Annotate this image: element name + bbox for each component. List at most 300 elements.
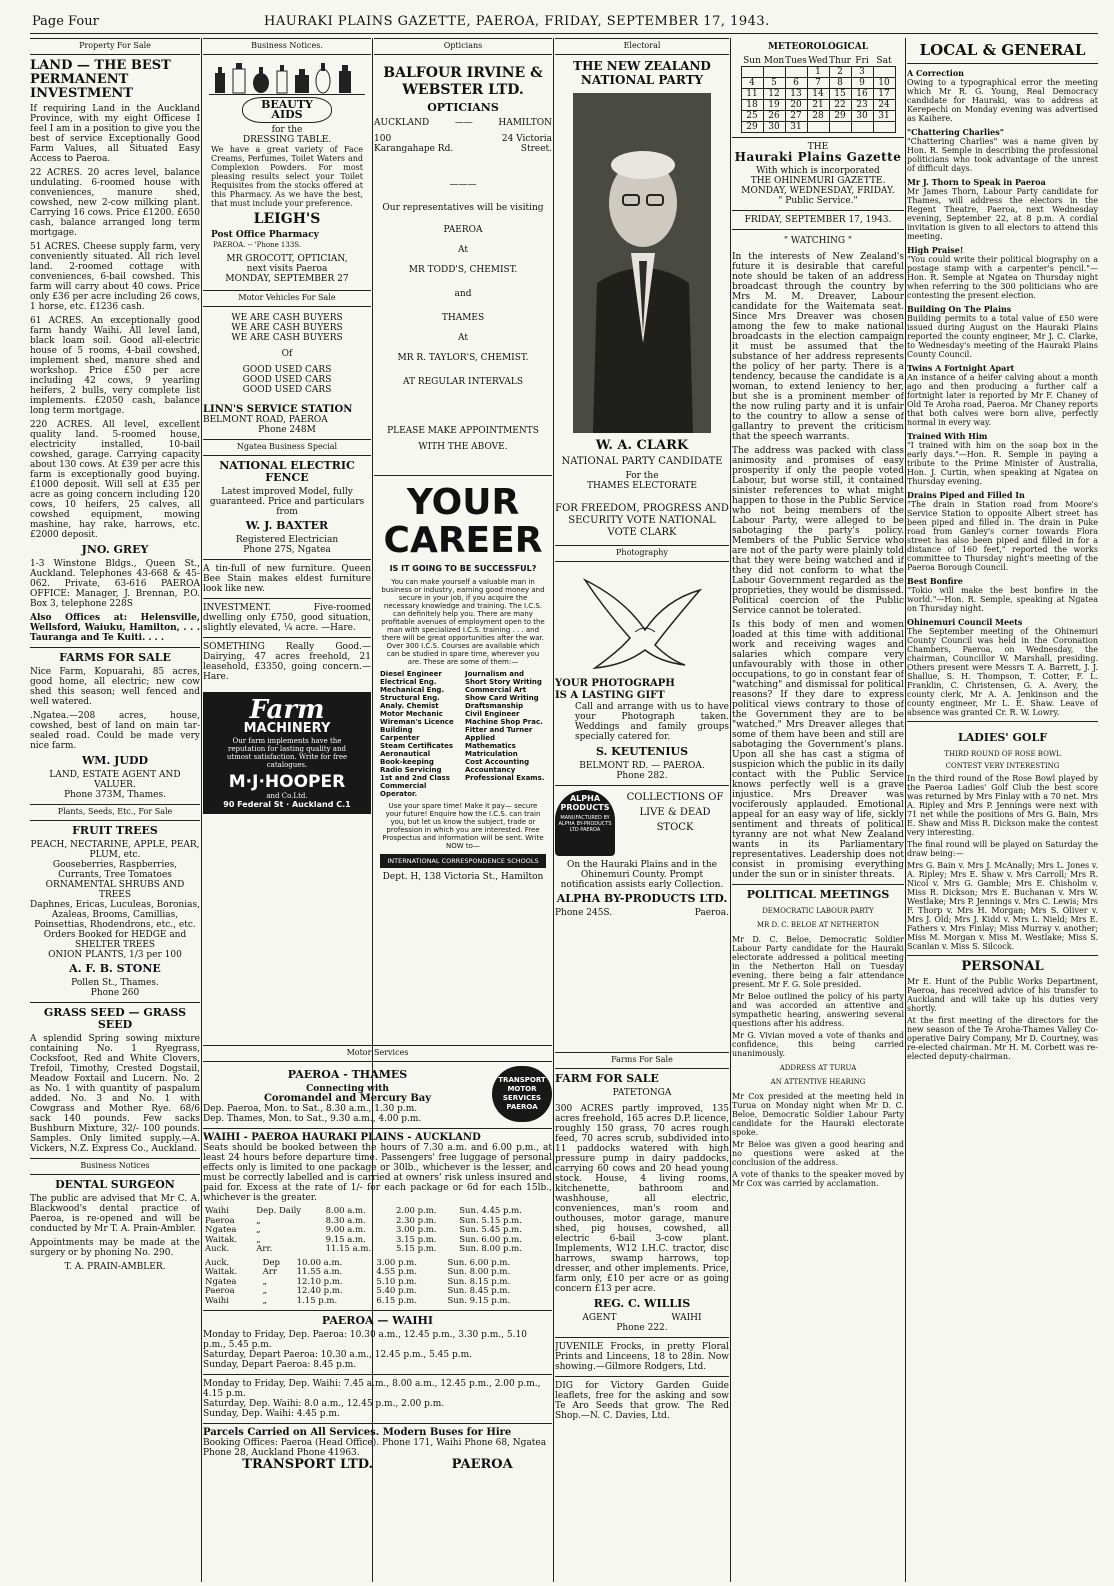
timetable-cell: Waihi <box>205 1295 229 1306</box>
timetable-cell: Sun. 4.45 p.m. <box>459 1206 522 1216</box>
pw-line: Monday to Friday, Dep. Paeroa: 10.30 a.m., 12.45 p.m., 3.30 p.m., 5.10 p.m., 5.45 p.m. <box>203 1330 527 1350</box>
timetable-cell: 3.00 p.m. <box>395 1225 437 1235</box>
meeting-para: Mr Beloe was given a good hearing and no questions were asked at the conclusion of the address. <box>732 1140 904 1167</box>
ics-address: Dept. H, 138 Victoria St., Hamilton <box>382 872 544 882</box>
local-item-heading: "Chattering Charlies" <box>907 127 1004 137</box>
transport-name: TRANSPORT LTD. <box>242 1457 374 1472</box>
alpha-phone: Phone 245S. <box>555 908 613 918</box>
section-header: Property For Sale <box>30 38 200 55</box>
hooper-co: and Co.Ltd. <box>266 792 308 800</box>
calendar-date: 28 <box>807 111 829 122</box>
local-item-text: Building permits to a total value of £50 were issued during August on the Hauraki Plains reported the county engineer, Mr J. C. Clarke, to Wednesday's meeting of the Hauraki Plains County Council. <box>907 314 1098 359</box>
ornamental-heading: ORNAMENTAL SHRUBS AND TREES <box>45 880 185 900</box>
golf-para: The final round will be played on Saturday the draw being:— <box>907 840 1098 858</box>
local-item-text: Owing to a typographical error the meeting which Mr R. G. Young, Real Democracy candidate for Hauraki, was to address at Kerepechi on Monday evening was advertised as Kaihere. <box>907 78 1098 123</box>
column-business <box>203 38 371 1038</box>
calendar-date: 25 <box>741 111 763 122</box>
timetable-cell: 10.00 a.m. <box>296 1257 343 1268</box>
calendar-date: 14 <box>807 89 829 100</box>
timetable-cell: Sun. 8.15 p.m. <box>447 1276 511 1287</box>
calendar-date: 10 <box>873 78 895 89</box>
calendar <box>741 56 896 133</box>
section-header: Plants, Seeds, Etc., For Sale <box>30 804 200 821</box>
leigh-name: LEIGH'S <box>253 211 321 227</box>
orders-text: Orders Booked for HEDGE and SHELTER TREES <box>43 930 187 950</box>
pw-line: Saturday, Depart Paeroa: 10.30 a.m., 12.45 p.m., 5.45 p.m. <box>203 1350 473 1360</box>
calendar-date: 22 <box>829 100 851 111</box>
timetable-row <box>203 1297 552 1307</box>
agent-sub: LAND, ESTATE AGENT AND VALUER. <box>49 770 181 790</box>
calendar-date: 5 <box>763 78 785 89</box>
agent-phone: Phone 373M, Thames. <box>64 790 166 800</box>
reps-text: Our representatives will be visiting <box>382 203 544 213</box>
hearing-heading: AN ATTENTIVE HEARING <box>770 1078 866 1086</box>
timetable-cell: 9.15 a.m. <box>325 1234 366 1245</box>
editorial-para: The address was packed with class animosity and promises of easy prosperity if only the people voted Labour, but worse still, it contained sinister references to what might happen to those in the Public Service who not being members of the Labour Party, were alleged to be sabotaging the party's policy. Members of the Public Service who are not of the party were plainly told that they were being watched and if they did not conform to what the Labour Government regarded as the proprieties, they would be dismissed. Political coercion of the Public Service cannot be tolerated. <box>732 446 904 616</box>
meteorological: METEOROLOGICAL <box>767 42 869 52</box>
local-item-heading: Ohinemuri Council Meets <box>907 617 1023 627</box>
calendar-day-header: Mon <box>763 56 785 66</box>
local-item-heading: Trained With Him <box>907 431 988 441</box>
golf-title: LADIES' GOLF <box>958 731 1047 744</box>
timetable-cell: 3.15 p.m. <box>395 1234 437 1245</box>
calendar-date: 19 <box>763 100 785 111</box>
cash-buyers: WE ARE CASH BUYERS <box>231 323 343 333</box>
calendar-date <box>785 67 807 78</box>
timetable-cell: Auck. <box>205 1257 230 1268</box>
transport-badge: TRANSPORT MOTOR SERVICES PAEROA <box>492 1066 552 1122</box>
local-item-heading: Mr J. Thorn to Speak in Paeroa <box>907 177 1046 187</box>
motor-services <box>203 1045 552 1582</box>
juvenile-ad: JUVENILE Frocks, in pretty Floral Prints and Linceens, 18 to 28in. Now showing.—Gilmore Rodgers, Ltd. <box>555 1342 729 1372</box>
editorial-para: In the interests of New Zealand's future it is desirable that careful note should be taken of an address broadcast through the country by Mrs M. M. Dreaver, Labour candidate for the Waitemata seat. Since Mrs Dreaver was chosen among the few to make national broadcasts in the election campaign it must be assumed that the substance of her address represents the policy of her party. There is a tendency, because the candidate is a woman, to extend leniency to her, but she is a prominent member of the now ruling party and it is unfair to the country to allow a sense of gallantry to prevent the criticism that the speech warrants. <box>732 252 904 442</box>
garden-ad: DIG for Victory Garden Guide leaflets, free for the asking and sow Te Aro Seeds that grow. The Red Shop.—N. C. Davies, Ltd. <box>555 1381 729 1421</box>
departure-paeroa: Dep. Paeroa, Mon. to Sat., 8.30 a.m., 1.30 p.m. <box>203 1104 418 1114</box>
baxter-phone: Phone 27S, Ngatea <box>243 545 331 555</box>
linn-phone: Phone 248M <box>258 425 316 435</box>
masthead <box>30 8 1098 34</box>
golf-draw: Mrs G. Bain v. Mrs J. McAnally; Mrs L. Jones v. A. Ripley; Mrs E. Shaw v. Mrs Carroll; Mrs R. Nicol v. Mrs G. Gamble; Mrs E. Chisholm v. Miss R. Dickson; Mrs E. Buchanan v. Mrs W. Westlake; Mrs P. Jennings v. Mrs C. Lewis; Mrs F. Thorp v. Mrs H. Morgan; Mrs S. Oliver v. Mrs J. Old; Mrs J. Kidd v. Mrs L. Nield; Mrs E. Fathers v. Mrs Finlay; Miss Murray v. another; Miss M. Morgan v. Miss M. Westlake; Miss S. Scanlan v. Miss S. Silcock. <box>907 861 1098 951</box>
candidate-name: W. A. CLARK <box>595 438 689 453</box>
calendar-day-header: Fri <box>855 56 869 66</box>
publication-days: MONDAY, WEDNESDAY, FRIDAY. <box>741 186 895 196</box>
fence-title: NATIONAL ELECTRIC FENCE <box>219 459 355 484</box>
calendar-date: 2 <box>829 67 851 78</box>
fruit-text: PEACH, NECTARINE, APPLE, PEAR, PLUM, etc. <box>30 840 200 860</box>
column-opticians <box>374 38 552 1038</box>
the-label: THE <box>807 142 829 152</box>
meeting-para: Mr Cox presided at the meeting held in Turua on Monday night when Mr D. C. Beloe, Democratic Soldier Labour Party candidate for the Hauraki electorate spoke. <box>732 1092 904 1137</box>
machinery-word: MACHINERY <box>243 721 331 736</box>
motto: " Public Service." <box>778 196 858 206</box>
column-local <box>907 38 1098 1582</box>
photo-text: Call and arrange with us to have your Photograph taken. Weddings and family groups specially catered for. <box>575 702 729 742</box>
booking-offices: Booking Offices: Paeroa (Head Office). Phone 171, Waihi Phone 68, Ngatea Phone 28, Auckland Phone 41963. <box>203 1438 547 1458</box>
masthead-title: HAURAKI PLAINS GAZETTE, PAEROA, FRIDAY, SEPTEMBER 17, 1943. <box>264 14 770 29</box>
timetable-cell: 4.55 p.m. <box>376 1267 417 1277</box>
timetable-row <box>203 1245 552 1255</box>
hooper-text: Our farm implements have the reputation for lasting quality and utmost satisfaction. Write for free catalogues. <box>226 737 348 769</box>
address-auckland: 100 Karangahape Rd. <box>374 134 454 154</box>
timetable-cell: „ <box>256 1234 261 1245</box>
timetable-cell: 5.40 p.m. <box>376 1286 417 1296</box>
calendar-date: 6 <box>785 78 807 89</box>
ics-banner: INTERNATIONAL CORRESPONDENCE SCHOOLS <box>380 854 546 868</box>
at-label: At <box>458 333 468 343</box>
local-item-heading: Twins A Fortnight Apart <box>907 363 1015 373</box>
farm-place: PATETONGA <box>612 1088 672 1098</box>
grocott-date: MONDAY, SEPTEMBER 27 <box>225 274 349 284</box>
local-item-heading: Best Bonfire <box>907 576 963 586</box>
calendar-day-header: Sun <box>743 56 761 66</box>
timetable-cell: Sun. 8.45 p.m. <box>447 1286 511 1296</box>
column-property <box>30 38 200 1582</box>
political-meetings: POLITICAL MEETINGS <box>746 888 890 901</box>
courses-left: Diesel Engineer Electrical Eng. Mechanical Eng. Structural Eng. Analy. Chemist Motor Mechanic Wireman's Licence Building Carpenter Steam Certificates Aeronautical Book-keeping Radio Servicing 1st and 2nd Class Commercial Operator. <box>380 670 454 798</box>
linn-address: BELMONT ROAD, PAEROA <box>203 415 328 425</box>
agent-name: WM. JUDD <box>81 754 149 767</box>
photographer-phone: Phone 282. <box>616 771 668 781</box>
of-label: Of <box>281 349 293 359</box>
calendar-date: 4 <box>741 78 763 89</box>
section-header: Farms For Sale <box>555 1052 729 1069</box>
baxter-sub: Registered Electrician <box>235 535 339 545</box>
timetable-cell: Arr. <box>256 1244 273 1254</box>
farm-title: FARM FOR SALE <box>555 1072 659 1085</box>
cash-buyers: WE ARE CASH BUYERS <box>231 333 343 343</box>
for-the: For the <box>625 471 659 481</box>
calendar-day-header: Thur <box>829 56 851 66</box>
calendar-date: 13 <box>785 89 807 100</box>
linn-name: LINN'S SERVICE STATION <box>203 404 353 415</box>
farm-word: Farm <box>249 695 325 725</box>
timetable-cell: Sun. 8.00 p.m. <box>459 1244 522 1254</box>
farm-listing: Nice Farm, Kopuarahi, 85 acres, good home, all electric; new cow shed this season; well fenced and well watered. <box>30 667 200 707</box>
waihi-route: WAIHI - PAEROA HAURAKI PLAINS - AUCKLAND <box>203 1132 481 1143</box>
meeting-para: A vote of thanks to the speaker moved by Mr Cox was carried by acclamation. <box>732 1170 904 1188</box>
calendar-date <box>741 67 763 78</box>
timetable-cell: Waihi <box>205 1206 229 1216</box>
agent-town: WAIHI <box>671 1313 702 1323</box>
calendar-date: 18 <box>741 100 763 111</box>
meeting-para: Mr G. Vivian moved a vote of thanks and confidence, this being carried unanimously. <box>732 1031 904 1058</box>
calendar-date: 1 <box>807 67 829 78</box>
pw-line: Monday to Friday, Dep. Waihi: 7.45 a.m., 8.00 a.m., 12.45 p.m., 2.00 p.m., 4.15 p.m. <box>203 1379 541 1399</box>
timetable-cell: Waitak. <box>205 1267 238 1277</box>
dressing-table: DRESSING TABLE. <box>242 135 332 145</box>
pharmacy-phone: PAEROA. -- 'Phone 133S. <box>213 241 302 249</box>
calendar-date <box>829 122 851 133</box>
dental-text: The public are advised that Mr C. A. Blackwood's dental practice of Paeroa, is re-opened and will be conducted by Mr T. A. Prain-Ambler. <box>30 1194 200 1234</box>
local-item-text: Mr James Thorn, Labour Party candidate for Thames, will address the electors in the Regent Theatre, Paeroa, next Wednesday evening, September 22, at 8 p.m. A cordial invitation is given to all electors to attend this meeting. <box>907 187 1098 241</box>
local-item-heading: Drains Piped and Filled In <box>907 490 1025 500</box>
collections-title: COLLECTIONS OF LIVE & DEAD STOCK <box>626 792 724 833</box>
timetable-cell: 11.55 a.m. <box>296 1267 343 1277</box>
golf-para: In the third round of the Rose Bowl played by the Paeroa Ladies' Golf Club the best score was returned by Mrs Finlay with a 70 net. Mrs A. Ripley and Mrs P. Jennings were next with 71 net while the positions of Mrs G. Bain, Mrs E. Shaw and Miss R. Dickson make the contest very interesting. <box>907 774 1098 837</box>
calendar-date: 26 <box>763 111 785 122</box>
city-hamilton: HAMILTON <box>498 118 552 128</box>
calendar-date: 15 <box>829 89 851 100</box>
career-text: You can make yourself a valuable man in business or industry, earning good money and secure in your job, if you acquire the necessary knowledge and training. The I.C.S. can definitely help you. There are many profitable avenues of employment open to the man with specialized I.C.S. training . . . and there will be great opportunities after the war. Over 300 I.C.S. Courses are available which can be studied in spare time, wherever you are. These are some of them:— <box>381 578 545 666</box>
local-item-heading: High Praise! <box>907 245 964 255</box>
timetable-cell: Sun. 8.00 p.m. <box>447 1267 511 1277</box>
hooper-name: M·J·HOOPER <box>228 772 346 792</box>
calendar-date: 8 <box>829 78 851 89</box>
column-editorial <box>732 38 904 1582</box>
stain-ad: A tin-full of new furniture. Queen Bee Stain makes eldest furniture look like new. <box>203 564 371 594</box>
timetable-cell: Sun. 6.00 p.m. <box>459 1234 522 1245</box>
swallow-illustration <box>575 570 709 670</box>
alpha-town: Paeroa. <box>694 908 729 918</box>
candidate-photo <box>573 93 711 433</box>
timetable-cell: „ <box>262 1295 268 1306</box>
hooper-address: 90 Federal St · Auckland C.1 <box>223 800 351 809</box>
section-header: Motor Services <box>203 1045 552 1062</box>
calendar-date: 29 <box>741 122 763 133</box>
seller-phone: Phone 260 <box>90 988 140 998</box>
local-item-heading: A Correction <box>907 68 964 78</box>
farm-for-sale <box>555 1052 729 1582</box>
todd-chemist: MR TODD'S, CHEMIST. <box>408 265 518 275</box>
town-paeroa: PAEROA <box>443 225 483 235</box>
calendar-day-header: Wed <box>808 56 828 66</box>
electorate: THAMES ELECTORATE <box>587 481 697 491</box>
local-item-text: "The drain in Station road from Moore's Service Station to opposite Albert street has been piped and filled in. The drain in Puke road from Ganley's corner towards Flora street has also been piped and filled in for a distance of 160 feet," reported the works committee to Thursday night's meeting of the Paeroa Borough Council. <box>907 500 1098 572</box>
rule: ——— <box>449 180 477 190</box>
timetable-cell: 1.15 p.m. <box>296 1295 338 1306</box>
timetable-cell: Sun. 9.15 p.m. <box>447 1295 511 1306</box>
photo-title: YOUR PHOTOGRAPH IS A LASTING GIFT <box>555 678 675 701</box>
turua-heading: ADDRESS AT TURUA <box>779 1064 857 1072</box>
calendar-date: 7 <box>807 78 829 89</box>
editorial-para: Is this body of men and women loaded at this time with additional work and receiving wages and salaries which compare very unfavourably with those in other occupations, to go in constant fear of "watching" and dismissal for political reasons? If they dare to express political views contrary to those of the Government they are to be "watched." Mrs Dreaver alleges that some of them have been and still are sabotaging the Government's plans. Upon all she has cast a stigma of suspicion which the public in its daily contact with the Public Service knows perfectly well is a grave injustice. Mrs Dreaver was vociferously applauded. Emotional appeal for an easy way of life, sickly sentiment and threats of political tyranny are not what New Zealand wants in its Parliamentary representatives. Leadership does not consist in promising everything under the sun or in sinister threats. <box>732 620 904 880</box>
timetable-cell: 5.15 p.m. <box>395 1244 437 1254</box>
calendar-date <box>851 122 873 133</box>
calendar-date <box>873 67 895 78</box>
hooper-ad <box>203 692 371 814</box>
ornamental-text: Daphnes, Ericas, Luculeas, Boronias, Azaleas, Brooms, Camillias, Poinsettias, Rhodendrons, etc., etc. <box>30 900 200 930</box>
timetable-cell: „ <box>256 1215 261 1226</box>
calendar-date: 20 <box>785 100 807 111</box>
berries-text: Gooseberries, Raspberries, Currants, Tree Tomatoes <box>52 860 178 880</box>
taylor-chemist: MR R. TAYLOR'S, CHEMIST. <box>397 353 529 363</box>
pharmacy-name: Post Office Pharmacy <box>211 230 319 240</box>
agent-line <box>555 1313 729 1323</box>
seller-address: Pollen St., Thames. <box>71 978 159 988</box>
section-header: Photography <box>555 545 729 562</box>
paeroa-waihi: PAEROA — WAIHI <box>321 1314 434 1327</box>
grass-heading: GRASS SEED — GRASS SEED <box>43 1006 187 1031</box>
pw-line: Sunday, Dep. Waihi: 4.45 p.m. <box>203 1409 340 1419</box>
cities: AUCKLAND —— HAMILTON <box>374 118 552 128</box>
calendar-date: 3 <box>851 67 873 78</box>
dental-signature: T. A. PRAIN-AMBLER. <box>64 1262 166 1272</box>
seller-name: A. F. B. STONE <box>69 962 161 975</box>
agent-label: AGENT <box>582 1313 617 1323</box>
listing: 22 ACRES. 20 acres level, balance undulating. 6-roomed house with conveniences, manure shed, cowshed, new 2-cow milking plant. Carrying 16 cows. Price £1200. £650 cash, balance arranged long term mortgage. <box>30 168 200 238</box>
career-word: CAREER <box>383 520 543 561</box>
timetable-cell: Ngatea <box>205 1225 237 1235</box>
local-item-text: "You could write their political biography on a postage stamp with a carpenter's pencil."—Hon. R. Semple at Ngatea on Thursday night when referring to the 300 politicians who are contesting the present election. <box>907 255 1098 300</box>
bottles-illustration <box>209 59 365 95</box>
connecting: Connecting with <box>306 1084 389 1094</box>
calendar-date: 30 <box>763 122 785 133</box>
fruit-heading: FRUIT TREES <box>72 824 158 837</box>
farm-text: 300 ACRES partly improved, 135 acres freehold, 165 acres D.P. licence, roughly 150 grass, 70 acres rough feed, 70 acres scrub, subdivided into 11 paddocks watered with high pressure pump in dairy paddocks, carrying 60 cows and 20 head young stock. House, 4 living rooms, kitchenette, bathroom and washhouse, all electric, conveniences, man's room and outhouses, motor garage, manure shed, pig houses, cowshed, all electric 6-bail 3-cow plant. Implements, W12 I.H.C. tractor, disc harrows, swamp harrows, top dresser, and other implements. Price, farm only, £10 per acre or as going concern £13 per acre. <box>555 1104 729 1294</box>
grocott: MR GROCOTT, OPTICIAN, <box>226 254 348 264</box>
calendar-date: 30 <box>851 111 873 122</box>
dental-heading: DENTAL SURGEON <box>55 1178 175 1191</box>
calendar-date: 27 <box>785 111 807 122</box>
timetable-cell: „ <box>262 1286 268 1296</box>
fence-text: Latest improved Model, fully guaranteed. Price and particulars from <box>209 487 365 517</box>
timetable-cell: 11.15 a.m. <box>325 1244 372 1254</box>
editorial-date: FRIDAY, SEPTEMBER 17, 1943. <box>744 215 892 225</box>
timetable-cell: 6.15 p.m. <box>376 1295 417 1306</box>
for-the: for the <box>271 125 303 135</box>
timetable-cell: „ <box>262 1276 268 1287</box>
photographer: S. KEUTENIUS <box>595 745 689 758</box>
investment-ad: INVESTMENT. Five-roomed dwelling only £750, good situation, slightly elevated, ¼ acre. —Hare. <box>203 603 371 633</box>
timetable-cell: Dep <box>262 1257 280 1268</box>
beauty-aids-title: BEAUTY AIDS <box>242 97 332 123</box>
regular-intervals: AT REGULAR INTERVALS <box>402 377 524 387</box>
parcels: Parcels Carried on All Services. Modern Buses for Hire <box>203 1427 512 1438</box>
personal-title: PERSONAL <box>961 959 1044 974</box>
calendar-date <box>807 122 829 133</box>
photographer-address: BELMONT RD. — PAEROA. <box>579 761 705 771</box>
grocott-visit: next visits Paeroa <box>246 264 328 274</box>
timetable-cell: 2.00 p.m. <box>395 1206 437 1216</box>
local-item-text: The September meeting of the Ohinemuri County Council was held in the Coronation Chambers, Paeroa, on Wednesday, the chairman, Councillor W. Marshall, presiding. Others present were Messrs T. A. Barrett, J. J. Shallue, S. H. Thompson, T. Cotter, F. L. Franklin, C. Christensen, G. A. Avery, the county clerk, Mr A. A. Jenkinson and the county engineer, Mr L. E. Shaw. Leave of absence was granted Cr. R. W. Lowry. <box>907 627 1098 717</box>
local-item-text: "Tokio will make the best bonfire in the world."—Hon. R. Semple, speaking at Ngatea on Thursday night. <box>907 586 1098 613</box>
portrait-svg <box>573 93 711 433</box>
local-items <box>907 68 1098 717</box>
ad-intro: If requiring Land in the Auckland Province, with my eight Officese I feel I am in a position to give you the best of service Exceptionally Good Farm Values, all Situated Easy Access to Paeroa. <box>30 104 200 164</box>
listing: 220 ACRES. All level, excellent quality land. 5-roomed house, electricity installed, 10-bail cowshed, garage. Carrying capacity about 130 cows. At £39 per acre this farm is exceptionally good buying. £1000 deposit. Will sell at £35 per acre as going concern including 120 cows, 10 heifers, 25 calves, all cowshed equipment, mowing mashine, hay rake, harrows, etc. £2000 deposit. <box>30 420 200 540</box>
cash-buyers: WE ARE CASH BUYERS <box>231 313 343 323</box>
local-item-text: An instance of a heifer calving about a month ago and then producing a further calf a fortnight later is reported by Mr F. Chaney of Old Te Aroha road, Paeroa. Mr Chaney reports that both calves were born alive, perfectly normal in every way. <box>907 373 1098 427</box>
local-item-heading: Building On The Plains <box>907 304 1012 314</box>
gazette-name: Hauraki Plains Gazette <box>734 150 902 164</box>
timetable-inbound <box>203 1259 552 1307</box>
career-footer: Use your spare time! Make it pay— secure your future! Enquire how the I.C.S. can train you, but let us know the subject, trade or profession in which you are interested. Free Prospectus and information will be sent. Write NOW to— <box>382 802 544 850</box>
timetable-cell: 3.00 p.m. <box>376 1257 417 1268</box>
listing: 51 ACRES. Cheese supply farm, very conveniently situated. All rich level land. 2-roomed cottage with conveniences, 6-bail cowshed. This farm will carry about 40 cows. Price only £36 per acre including 26 cows, 1 horse, etc. £1236 cash. <box>30 242 200 312</box>
party-name: THE NEW ZEALAND NATIONAL PARTY <box>573 59 711 87</box>
calendar-date <box>763 67 785 78</box>
timetable-cell: Sun. 6.00 p.m. <box>447 1257 511 1268</box>
pw-line: Saturday, Dep. Waihi: 8.0 a.m., 12.45 p.m., 2.00 p.m. <box>203 1399 445 1409</box>
alpha-badge: ALPHA PRODUCTS MANUFACTURED BY ALPHA BY-PRODUCTS LTD PAEROA <box>555 790 615 856</box>
career-question: IS IT GOING TO BE SUCCESSFUL? <box>389 564 537 573</box>
calendar-date: 16 <box>851 89 873 100</box>
timetable-cell: Dep. Daily <box>256 1206 302 1216</box>
timetable-cell: Sun. 5.45 p.m. <box>459 1225 522 1235</box>
timetable-cell: Paeroa <box>205 1286 235 1296</box>
grass-text: A splendid Spring sowing mixture containing No. 1 Ryegrass, Cocksfoot, Red and White Clovers, Trefoil, Timothy, Crested Dogstail, Meadow Foxtail and Lucern. No. 2 as No. 1 with quantity of paspalum added. No. 3 and No. 1 with Cowgrass and Mother Rye. 68/6 sack 140 pounds. Few sacks Bushburn Mixture, 32/- 100 pounds. Samples. Only limited supply.—A. Vickers, N.Z. Express Co., Auckland. <box>30 1034 200 1154</box>
calendar-date: 31 <box>873 111 895 122</box>
timetable-outbound <box>203 1207 552 1255</box>
timetable-cell: Waitak. <box>205 1234 238 1245</box>
agent-name: JNO. GREY <box>81 543 149 556</box>
farm-listing: .Ngatea.—208 acres, house, cowshed, best of land on main tar-sealed road. Could be made very nice farm. <box>30 711 200 751</box>
dairying-ad: SOMETHING Really Good.— Dairying, 47 acres freehold, 21 leasehold, £3350, going concern.—Hare. <box>203 642 371 682</box>
calendar-day-header: Tues <box>785 56 807 66</box>
calendar-date: 12 <box>763 89 785 100</box>
transport-town: PAEROA <box>451 1457 513 1472</box>
section-header: Electoral <box>555 38 729 55</box>
farms-heading: FARMS FOR SALE <box>59 651 171 664</box>
meeting-para: Mr D. C. Beloe, Democratic Soldier Labour Party candidate for the Hauraki electorate addressed a political meeting in the Netherton Hall on Tuesday evening, there being a fair attendance present. Mr F. G. Sole presided. <box>732 935 904 989</box>
alpha-contact <box>555 908 729 918</box>
personal-para: At the first meeting of the directors for the new season of the Te Aroha-Thames Valley Co-operative Dairy Company, Mr D. Courtney, was re-elected chairman. Mr H. M. Corbett was re-elected deputy-chairman. <box>907 1016 1098 1061</box>
agent-offices: Also Offices at: Helensville, Wellsford, Waiuku, Hamilton, . . . Tauranga and Te Kuiti. . . . <box>30 613 200 643</box>
timetable-cell: Auck. <box>205 1244 230 1254</box>
coromandel: Coromandel and Mercury Bay <box>263 1093 432 1104</box>
alpha-company: ALPHA BY-PRODUCTS LTD. <box>556 892 728 905</box>
local-item-text: "Chattering Charlies" was a name given by Hon. R. Semple in describing the professional politicians who took advantage of the unrest of difficult days. <box>907 137 1098 173</box>
timetable-cell: Sun. 5.15 p.m. <box>459 1215 522 1226</box>
local-item-text: "I trained with him on the soap box in the early days."—Hon. R. Semple in paying a tribute to the Prime Minister of Australia, Hon. J. Curtin, when speaking at Ngatea on Thursday evening. <box>907 441 1098 486</box>
transport-footer <box>203 1457 552 1472</box>
calendar-day-header: Sat <box>876 56 892 66</box>
route-title: PAEROA - THAMES <box>287 1068 408 1081</box>
address-hamilton: 24 Victoria Street. <box>501 134 552 154</box>
appointments-text: PLEASE MAKE APPOINTMENTS WITH THE ABOVE. <box>387 426 539 452</box>
section-header: Business Notices <box>30 1158 200 1175</box>
timetable-cell: Ngatea <box>205 1276 237 1287</box>
golf-sub: THIRD ROUND OF ROSE BOWL <box>944 750 1061 758</box>
beauty-text: We have a great variety of Face Creams, Perfumes, Toilet Waters and Complexion Powders. For most pleasing results select your Toilet Requisites from the stocks offered at this Pharmacy. As we have the best, that must include your preference. <box>211 145 363 208</box>
used-cars: GOOD USED CARS <box>242 385 332 395</box>
at-label: At <box>458 245 468 255</box>
alpha-text: On the Hauraki Plains and in the Ohinemuri County. Prompt notification assists early Collection. <box>560 860 724 890</box>
calendar-date: 17 <box>873 89 895 100</box>
section-header: Motor Vehicles For Sale <box>203 290 371 307</box>
pw-line: Sunday, Depart Paeroa: 8.45 p.m. <box>203 1360 357 1370</box>
departure-thames: Dep. Thames, Mon. to Sat., 9.30 a.m., 4.00 p.m. <box>203 1114 422 1124</box>
calendar-date: 29 <box>829 111 851 122</box>
timetable-cell: 12.10 p.m. <box>296 1276 343 1287</box>
timetable-cell: 5.10 p.m. <box>376 1276 417 1287</box>
timetable-cell: 8.30 a.m. <box>325 1215 366 1226</box>
slogan: FOR FREEDOM, PROGRESS AND SECURITY VOTE NATIONAL VOTE CLARK <box>555 503 729 538</box>
timetable-cell: „ <box>256 1225 261 1235</box>
town-thames: THAMES <box>441 313 485 323</box>
timetable-cell: 9.00 a.m. <box>325 1225 366 1235</box>
used-cars: GOOD USED CARS <box>242 375 332 385</box>
listing: 61 ACRES. An exceptionally good farm handy Waihi. All level land, black loam soil. Good all-electric house of 5 rooms, 4-bail cowshed, implement shed, manure shed and workshop. Price £50 per acre including 42 cows, 9 yearling heifers, 2 bulls, very complete list implements. £2050 cash, balance long term mortgage. <box>30 316 200 416</box>
alpha-ad <box>555 790 729 856</box>
editorial-title: " WATCHING " <box>783 236 853 246</box>
calendar-date <box>873 122 895 133</box>
ad-title: LAND — THE BEST PERMANENT INVESTMENT <box>30 58 171 101</box>
incorporated: With which is incorporated <box>756 166 880 176</box>
candidate-title: NATIONAL PARTY CANDIDATE <box>561 456 723 467</box>
beloe-heading: MR D. C. BELOE AT NETHERTON <box>756 921 880 929</box>
section-header: Opticians <box>374 38 552 55</box>
dlp-heading: DEMOCRATIC LABOUR PARTY <box>762 907 874 915</box>
ohinemuri-gazette: THE OHINEMURI GAZETTE. <box>750 176 886 186</box>
addresses <box>374 134 552 154</box>
timetable-cell: Arr <box>262 1267 277 1277</box>
calendar-date: 21 <box>807 100 829 111</box>
used-cars: GOOD USED CARS <box>242 365 332 375</box>
dental-appointments: Appointments may be made at the surgery or by phoning No. 290. <box>30 1238 200 1258</box>
personal-para: Mr E. Hunt of the Public Works Department, Paeroa, has received advice of his transfer to Auckland and will take up his duties very shortly. <box>907 977 1098 1013</box>
timetable-cell: 8.00 a.m. <box>325 1206 366 1216</box>
